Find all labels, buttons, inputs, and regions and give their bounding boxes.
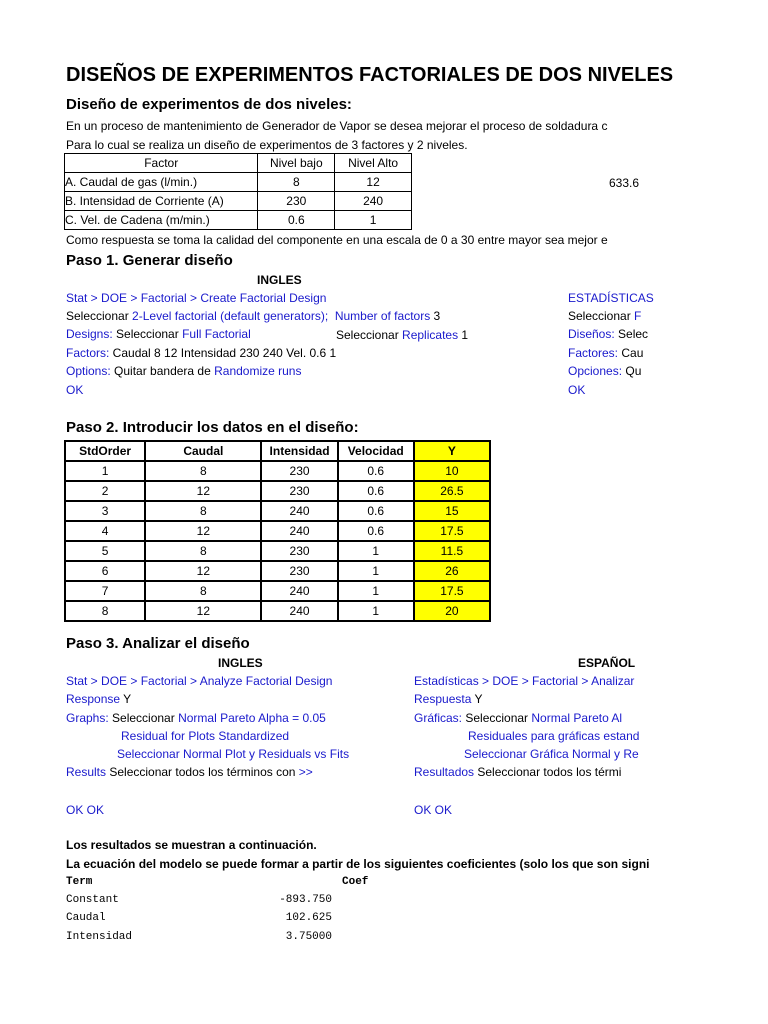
y-cell[interactable]: 17.5	[414, 581, 490, 601]
paso3-es-line6: Resultados Seleccionar todos los térmi	[414, 765, 622, 779]
y-cell[interactable]: 15	[414, 501, 490, 521]
paso1-l5b: Quitar bandera de	[110, 364, 215, 378]
paso1-line4	[66, 346, 336, 360]
nivel-alto-header: Nivel Alto	[335, 154, 412, 173]
paso1-es-line5: Opciones: Qu	[568, 364, 642, 378]
coef-header-coef: Coef	[342, 876, 369, 888]
paso3-line5: Seleccionar Normal Plot y Residuals vs Fits	[117, 747, 350, 761]
factor-name: C. Vel. de Cadena (m/min.)	[65, 211, 258, 230]
table-row: 1 8 230 0.6 10	[65, 461, 490, 481]
paso1-l2b: 2-Level factorial (default generators);	[132, 309, 329, 323]
paso1-l3f: 1	[458, 328, 469, 342]
coef-value: 3.75000	[285, 931, 332, 943]
paso1-l4b: Caudal 8 12 Intensidad 230 240 Vel. 0.6 1	[109, 346, 337, 360]
paso3-line4: Residual for Plots Standardized	[121, 729, 290, 743]
table-row: 2 12 230 0.6 26.5	[65, 481, 490, 501]
col-header-caudal: Caudal	[145, 441, 261, 461]
factor-low: 230	[258, 192, 335, 211]
coef-term: Intensidad	[66, 931, 133, 943]
factor-high: 240	[335, 192, 412, 211]
factor-high: 12	[335, 173, 412, 192]
factor-row	[65, 192, 412, 211]
coef-term: Caudal	[66, 912, 106, 924]
paso3-es-menu: Estadísticas > DOE > Factorial > Analizar	[414, 674, 635, 688]
y-cell[interactable]: 17.5	[414, 521, 490, 541]
paso1-l4a: Factors:	[66, 346, 110, 360]
coef-value: -893.750	[279, 894, 332, 906]
table-row: 7 8 240 1 17.5	[65, 581, 490, 601]
y-cell[interactable]: 26	[414, 561, 490, 581]
paso1-l3b: Seleccionar	[112, 327, 183, 341]
factor-row	[65, 211, 412, 230]
paso3-es-ok: OK OK	[414, 803, 453, 817]
y-cell[interactable]: 20	[414, 601, 490, 621]
factor-row	[65, 173, 412, 192]
paso1-es-menu: ESTADÍSTICAS	[568, 291, 654, 305]
paso1-l5c: Randomize runs	[214, 364, 302, 378]
col-header-stdorder: StdOrder	[65, 441, 145, 461]
paso3-es-line3: Gráficas: Seleccionar Normal Pareto Al	[414, 711, 623, 725]
paso2-heading: Paso 2. Introducir los datos en el diseño:	[66, 419, 359, 436]
intro-text-2: Para lo cual se realiza un diseño de experimentos de 3 factores y 2 niveles.	[66, 138, 468, 152]
factor-low: 8	[258, 173, 335, 192]
intro-text-1: En un proceso de mantenimiento de Generador de Vapor se desea mejorar el proceso de soldadura c	[66, 119, 608, 133]
paso1-line5	[66, 364, 301, 378]
paso1-es-ok: OK	[568, 383, 586, 397]
paso3-menu-path: Stat > DOE > Factorial > Analyze Factorial Design	[66, 674, 333, 688]
paso1-es-line2: Seleccionar F	[568, 309, 642, 323]
paso1-l2a: Seleccionar	[66, 309, 133, 323]
paso3-espanol-label: ESPAÑOL	[578, 656, 636, 670]
factor-low: 0.6	[258, 211, 335, 230]
paso1-ok: OK	[66, 383, 84, 397]
paso1-l2c: Number of factors	[334, 309, 431, 323]
y-cell[interactable]: 11.5	[414, 541, 490, 561]
paso3-line6: Results Seleccionar todos los términos con >>	[66, 765, 313, 779]
col-header-intensidad: Intensidad	[261, 441, 337, 461]
paso1-es-line4: Factores: Cau	[568, 346, 644, 360]
paso3-ok: OK OK	[66, 803, 105, 817]
paso1-line3	[66, 327, 251, 341]
response-note: Como respuesta se toma la calidad del componente en una escala de 0 a 30 entre mayor sea mejor e	[66, 233, 608, 247]
table-row: 5 8 230 1 11.5	[65, 541, 490, 561]
paso3-ingles-label: INGLES	[218, 656, 263, 670]
table-row: 6 12 230 1 26	[65, 561, 490, 581]
paso1-es-line3: Diseños: Selec	[568, 327, 649, 341]
paso1-l3d: Seleccionar	[336, 328, 403, 342]
coef-value: 102.625	[285, 912, 332, 924]
col-header-velocidad: Velocidad	[338, 441, 414, 461]
table-row: 8 12 240 1 20	[65, 601, 490, 621]
paso1-l2d: 3	[430, 309, 441, 323]
y-cell[interactable]: 10	[414, 461, 490, 481]
paso3-es-line2: Respuesta Y	[414, 692, 483, 706]
paso3-es-line4: Residuales para gráficas estand	[468, 729, 640, 743]
paso1-menu-path: Stat > DOE > Factorial > Create Factorial Design	[66, 291, 327, 305]
col-header-y: Y	[414, 441, 490, 461]
factor-high: 1	[335, 211, 412, 230]
page-title: DISEÑOS DE EXPERIMENTOS FACTORIALES DE DOS NIVELES	[66, 64, 674, 86]
results-text-1: Los resultados se muestran a continuación.	[66, 838, 317, 852]
paso1-line2	[66, 309, 440, 323]
factor-header: Factor	[65, 154, 258, 173]
data-table	[64, 440, 491, 622]
factor-table	[64, 153, 412, 230]
factor-name: B. Intensidad de Corriente (A)	[65, 192, 258, 211]
table-row: 3 8 240 0.6 15	[65, 501, 490, 521]
factor-name: A. Caudal de gas (l/min.)	[65, 173, 258, 192]
paso3-line3: Graphs: Seleccionar Normal Pareto Alpha = 0.05	[66, 711, 326, 725]
y-cell[interactable]: 26.5	[414, 481, 490, 501]
paso1-l3e: Replicates	[402, 328, 459, 342]
paso1-heading: Paso 1. Generar diseño	[66, 252, 233, 269]
paso3-es-line5: Seleccionar Gráfica Normal y Re	[464, 747, 639, 761]
coef-term: Constant	[66, 894, 119, 906]
section-subtitle: Diseño de experimentos de dos niveles:	[66, 96, 352, 113]
paso1-ingles-label: INGLES	[257, 273, 302, 287]
paso1-l5a: Options:	[66, 364, 111, 378]
side-value: 633.6	[609, 176, 640, 190]
paso1-l3a: Designs:	[66, 327, 113, 341]
results-text-2: La ecuación del modelo se puede formar a partir de los siguientes coeficientes (solo los que son signi	[66, 857, 650, 871]
nivel-bajo-header: Nivel bajo	[258, 154, 335, 173]
table-row: 4 12 240 0.6 17.5	[65, 521, 490, 541]
paso3-heading: Paso 3. Analizar el diseño	[66, 635, 250, 652]
paso3-line2: Response Y	[66, 692, 132, 706]
paso1-replicates	[336, 328, 468, 342]
paso1-l3c: Full Factorial	[182, 327, 251, 341]
coef-header-term: Term	[66, 876, 93, 888]
